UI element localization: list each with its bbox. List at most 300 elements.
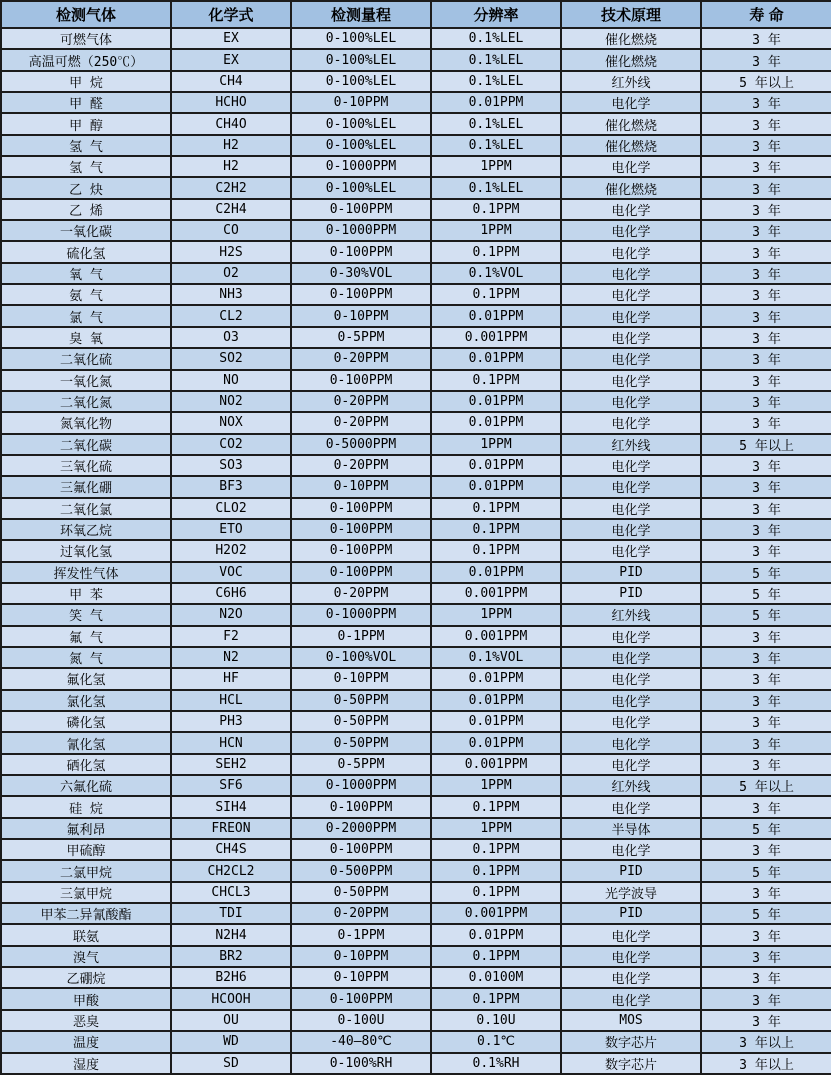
cell-technology: PID — [561, 860, 701, 881]
table-row — [1, 391, 831, 412]
column-header-detection-range: 检测量程 — [291, 1, 431, 28]
cell-resolution: 0.1PPM — [431, 241, 561, 262]
cell-gas-name: 二氧化氯 — [1, 498, 171, 519]
cell-resolution: 1PPM — [431, 434, 561, 455]
cell-gas-name: 溴气 — [1, 946, 171, 967]
cell-detection-range: 0-1000PPM — [291, 220, 431, 241]
cell-detection-range: -40—80℃ — [291, 1031, 431, 1052]
cell-gas-name: 挥发性气体 — [1, 562, 171, 583]
cell-lifespan: 3 年 — [701, 796, 831, 817]
table-row — [1, 156, 831, 177]
cell-lifespan: 3 年 — [701, 156, 831, 177]
cell-technology: 催化燃烧 — [561, 135, 701, 156]
cell-gas-name: 温度 — [1, 1031, 171, 1052]
cell-detection-range: 0-1PPM — [291, 924, 431, 945]
cell-technology: 电化学 — [561, 92, 701, 113]
cell-detection-range: 0-5000PPM — [291, 434, 431, 455]
table-header-row — [1, 1, 831, 28]
cell-resolution: 0.1PPM — [431, 796, 561, 817]
cell-lifespan: 3 年 — [701, 135, 831, 156]
cell-chemical-formula: B2H6 — [171, 967, 291, 988]
cell-detection-range: 0-100PPM — [291, 519, 431, 540]
cell-gas-name: 氢 气 — [1, 156, 171, 177]
cell-resolution: 0.01PPM — [431, 732, 561, 753]
cell-lifespan: 3 年 — [701, 370, 831, 391]
cell-chemical-formula: SIH4 — [171, 796, 291, 817]
cell-resolution: 0.1℃ — [431, 1031, 561, 1052]
cell-gas-name: 氮 气 — [1, 647, 171, 668]
cell-gas-name: 硫化氢 — [1, 241, 171, 262]
cell-technology: PID — [561, 562, 701, 583]
table-row — [1, 220, 831, 241]
cell-chemical-formula: O3 — [171, 327, 291, 348]
cell-gas-name: 过氧化氢 — [1, 540, 171, 561]
cell-technology: 电化学 — [561, 988, 701, 1009]
cell-gas-name: 臭 氧 — [1, 327, 171, 348]
cell-lifespan: 3 年 — [701, 839, 831, 860]
cell-chemical-formula: NOX — [171, 412, 291, 433]
cell-lifespan: 5 年 — [701, 818, 831, 839]
cell-detection-range: 0-100PPM — [291, 988, 431, 1009]
cell-technology: 电化学 — [561, 754, 701, 775]
table-row — [1, 135, 831, 156]
cell-technology: 电化学 — [561, 220, 701, 241]
cell-detection-range: 0-100PPM — [291, 839, 431, 860]
cell-lifespan: 5 年 — [701, 604, 831, 625]
table-row — [1, 882, 831, 903]
cell-resolution: 0.1PPM — [431, 498, 561, 519]
table-row — [1, 455, 831, 476]
cell-chemical-formula: H2 — [171, 135, 291, 156]
cell-technology: 电化学 — [561, 711, 701, 732]
cell-resolution: 0.1%LEL — [431, 113, 561, 134]
column-header-chemical-formula: 化学式 — [171, 1, 291, 28]
cell-resolution: 0.01PPM — [431, 562, 561, 583]
cell-lifespan: 5 年以上 — [701, 775, 831, 796]
cell-detection-range: 0-100PPM — [291, 199, 431, 220]
cell-detection-range: 0-1000PPM — [291, 775, 431, 796]
cell-chemical-formula: TDI — [171, 903, 291, 924]
cell-technology: 电化学 — [561, 156, 701, 177]
cell-gas-name: 乙硼烷 — [1, 967, 171, 988]
cell-gas-name: 氮氧化物 — [1, 412, 171, 433]
cell-technology: 电化学 — [561, 284, 701, 305]
cell-technology: 电化学 — [561, 241, 701, 262]
cell-detection-range: 0-50PPM — [291, 882, 431, 903]
cell-chemical-formula: HF — [171, 668, 291, 689]
cell-technology: 电化学 — [561, 540, 701, 561]
cell-resolution: 0.1PPM — [431, 988, 561, 1009]
cell-technology: PID — [561, 583, 701, 604]
cell-technology: 电化学 — [561, 476, 701, 497]
cell-lifespan: 3 年 — [701, 732, 831, 753]
cell-technology: 电化学 — [561, 348, 701, 369]
cell-technology: 数字芯片 — [561, 1031, 701, 1052]
table-row — [1, 562, 831, 583]
table-row — [1, 754, 831, 775]
cell-resolution: 0.1%VOL — [431, 647, 561, 668]
cell-resolution: 0.001PPM — [431, 327, 561, 348]
cell-chemical-formula: EX — [171, 28, 291, 49]
table-body — [1, 28, 831, 1074]
cell-gas-name: 甲 苯 — [1, 583, 171, 604]
cell-detection-range: 0-100PPM — [291, 540, 431, 561]
cell-lifespan: 5 年 — [701, 860, 831, 881]
cell-chemical-formula: FREON — [171, 818, 291, 839]
cell-technology: PID — [561, 903, 701, 924]
cell-chemical-formula: NH3 — [171, 284, 291, 305]
cell-technology: 数字芯片 — [561, 1053, 701, 1075]
cell-technology: 电化学 — [561, 455, 701, 476]
cell-chemical-formula: NO2 — [171, 391, 291, 412]
cell-resolution: 1PPM — [431, 818, 561, 839]
table-row — [1, 241, 831, 262]
table-row — [1, 626, 831, 647]
cell-resolution: 0.01PPM — [431, 690, 561, 711]
cell-chemical-formula: CO2 — [171, 434, 291, 455]
cell-resolution: 0.1PPM — [431, 946, 561, 967]
cell-gas-name: 氟 气 — [1, 626, 171, 647]
cell-chemical-formula: H2 — [171, 156, 291, 177]
cell-chemical-formula: WD — [171, 1031, 291, 1052]
cell-chemical-formula: HCOOH — [171, 988, 291, 1009]
cell-detection-range: 0-50PPM — [291, 711, 431, 732]
cell-detection-range: 0-100PPM — [291, 370, 431, 391]
cell-resolution: 0.01PPM — [431, 668, 561, 689]
cell-detection-range: 0-5PPM — [291, 754, 431, 775]
table-row — [1, 263, 831, 284]
table-row — [1, 583, 831, 604]
cell-detection-range: 0-5PPM — [291, 327, 431, 348]
cell-technology: 催化燃烧 — [561, 177, 701, 198]
cell-gas-name: 氢 气 — [1, 135, 171, 156]
cell-chemical-formula: SEH2 — [171, 754, 291, 775]
table-row — [1, 647, 831, 668]
cell-chemical-formula: C2H2 — [171, 177, 291, 198]
cell-detection-range: 0-100PPM — [291, 284, 431, 305]
cell-lifespan: 5 年 — [701, 903, 831, 924]
cell-detection-range: 0-20PPM — [291, 348, 431, 369]
table-row — [1, 604, 831, 625]
cell-lifespan: 3 年 — [701, 1010, 831, 1031]
cell-detection-range: 0-1000PPM — [291, 604, 431, 625]
cell-detection-range: 0-20PPM — [291, 391, 431, 412]
cell-resolution: 0.1PPM — [431, 882, 561, 903]
cell-chemical-formula: OU — [171, 1010, 291, 1031]
cell-technology: 电化学 — [561, 391, 701, 412]
cell-gas-name: 三氯甲烷 — [1, 882, 171, 903]
cell-resolution: 0.1%LEL — [431, 49, 561, 70]
cell-detection-range: 0-2000PPM — [291, 818, 431, 839]
cell-gas-name: 磷化氢 — [1, 711, 171, 732]
cell-technology: 电化学 — [561, 647, 701, 668]
cell-gas-name: 甲苯二异氰酸酯 — [1, 903, 171, 924]
cell-resolution: 0.1%LEL — [431, 135, 561, 156]
cell-resolution: 1PPM — [431, 775, 561, 796]
cell-gas-name: 二氧化氮 — [1, 391, 171, 412]
cell-chemical-formula: O2 — [171, 263, 291, 284]
cell-technology: 电化学 — [561, 327, 701, 348]
cell-technology: 电化学 — [561, 199, 701, 220]
cell-chemical-formula: C2H4 — [171, 199, 291, 220]
cell-gas-name: 可燃气体 — [1, 28, 171, 49]
cell-gas-name: 乙 烯 — [1, 199, 171, 220]
cell-detection-range: 0-20PPM — [291, 455, 431, 476]
table-row — [1, 818, 831, 839]
cell-resolution: 1PPM — [431, 604, 561, 625]
cell-gas-name: 二氧化硫 — [1, 348, 171, 369]
cell-gas-name: 氯 气 — [1, 305, 171, 326]
cell-lifespan: 3 年 — [701, 626, 831, 647]
cell-chemical-formula: CH4S — [171, 839, 291, 860]
cell-resolution: 0.1PPM — [431, 370, 561, 391]
cell-technology: 电化学 — [561, 498, 701, 519]
cell-chemical-formula: ETO — [171, 519, 291, 540]
table-row — [1, 711, 831, 732]
cell-detection-range: 0-1PPM — [291, 626, 431, 647]
table-row — [1, 28, 831, 49]
table-row — [1, 284, 831, 305]
table-row — [1, 476, 831, 497]
cell-resolution: 1PPM — [431, 156, 561, 177]
cell-technology: 半导体 — [561, 818, 701, 839]
cell-gas-name: 六氟化硫 — [1, 775, 171, 796]
table-row — [1, 668, 831, 689]
table-row — [1, 177, 831, 198]
cell-gas-name: 甲 烷 — [1, 71, 171, 92]
cell-chemical-formula: NO — [171, 370, 291, 391]
cell-resolution: 0.01PPM — [431, 348, 561, 369]
cell-resolution: 0.1PPM — [431, 839, 561, 860]
cell-resolution: 0.1%LEL — [431, 28, 561, 49]
cell-detection-range: 0-100U — [291, 1010, 431, 1031]
cell-chemical-formula: N2H4 — [171, 924, 291, 945]
cell-lifespan: 3 年 — [701, 220, 831, 241]
cell-technology: 电化学 — [561, 370, 701, 391]
cell-technology: 催化燃烧 — [561, 49, 701, 70]
cell-resolution: 0.01PPM — [431, 924, 561, 945]
table-row — [1, 839, 831, 860]
cell-lifespan: 3 年 — [701, 754, 831, 775]
cell-resolution: 0.1%RH — [431, 1053, 561, 1075]
cell-chemical-formula: SO2 — [171, 348, 291, 369]
table-row — [1, 305, 831, 326]
cell-lifespan: 3 年 — [701, 177, 831, 198]
table-row — [1, 988, 831, 1009]
cell-gas-name: 联氨 — [1, 924, 171, 945]
cell-gas-name: 甲 醛 — [1, 92, 171, 113]
cell-chemical-formula: C6H6 — [171, 583, 291, 604]
cell-resolution: 0.1PPM — [431, 860, 561, 881]
cell-technology: 电化学 — [561, 668, 701, 689]
cell-gas-name: 甲硫醇 — [1, 839, 171, 860]
cell-chemical-formula: SD — [171, 1053, 291, 1075]
table-row — [1, 434, 831, 455]
table-row — [1, 1031, 831, 1052]
cell-chemical-formula: SO3 — [171, 455, 291, 476]
cell-detection-range: 0-100%LEL — [291, 177, 431, 198]
cell-chemical-formula: CHCL3 — [171, 882, 291, 903]
cell-detection-range: 0-1000PPM — [291, 156, 431, 177]
table-row — [1, 498, 831, 519]
cell-gas-name: 三氟化硼 — [1, 476, 171, 497]
column-header-resolution: 分辨率 — [431, 1, 561, 28]
cell-resolution: 0.01PPM — [431, 476, 561, 497]
cell-technology: 催化燃烧 — [561, 113, 701, 134]
table-row — [1, 860, 831, 881]
cell-lifespan: 3 年 — [701, 882, 831, 903]
cell-detection-range: 0-10PPM — [291, 946, 431, 967]
cell-lifespan: 3 年 — [701, 49, 831, 70]
table-row — [1, 113, 831, 134]
cell-detection-range: 0-100%LEL — [291, 28, 431, 49]
cell-lifespan: 5 年 — [701, 583, 831, 604]
cell-lifespan: 3 年 — [701, 263, 831, 284]
cell-lifespan: 3 年 — [701, 327, 831, 348]
cell-lifespan: 3 年 — [701, 455, 831, 476]
cell-lifespan: 3 年 — [701, 946, 831, 967]
table-row — [1, 540, 831, 561]
column-header-lifespan: 寿 命 — [701, 1, 831, 28]
cell-gas-name: 氧 气 — [1, 263, 171, 284]
cell-gas-name: 笑 气 — [1, 604, 171, 625]
cell-lifespan: 3 年 — [701, 113, 831, 134]
table-row — [1, 732, 831, 753]
table-row — [1, 348, 831, 369]
cell-technology: 光学波导 — [561, 882, 701, 903]
cell-lifespan: 3 年 — [701, 668, 831, 689]
cell-chemical-formula: HCL — [171, 690, 291, 711]
cell-resolution: 0.01PPM — [431, 455, 561, 476]
cell-detection-range: 0-10PPM — [291, 305, 431, 326]
cell-gas-name: 一氧化碳 — [1, 220, 171, 241]
cell-chemical-formula: CH4 — [171, 71, 291, 92]
cell-technology: 电化学 — [561, 263, 701, 284]
cell-technology: 电化学 — [561, 946, 701, 967]
cell-lifespan: 5 年以上 — [701, 71, 831, 92]
table-row — [1, 1053, 831, 1075]
cell-lifespan: 3 年 — [701, 284, 831, 305]
cell-gas-name: 氟利昂 — [1, 818, 171, 839]
cell-resolution: 0.001PPM — [431, 583, 561, 604]
cell-resolution: 0.10U — [431, 1010, 561, 1031]
cell-gas-name: 高温可燃（250℃） — [1, 49, 171, 70]
cell-resolution: 0.01PPM — [431, 92, 561, 113]
cell-lifespan: 3 年 — [701, 540, 831, 561]
cell-detection-range: 0-100%LEL — [291, 135, 431, 156]
cell-resolution: 0.01PPM — [431, 305, 561, 326]
cell-lifespan: 3 年以上 — [701, 1053, 831, 1075]
cell-gas-name: 氯化氢 — [1, 690, 171, 711]
cell-lifespan: 3 年 — [701, 647, 831, 668]
cell-lifespan: 3 年以上 — [701, 1031, 831, 1052]
cell-lifespan: 3 年 — [701, 391, 831, 412]
cell-lifespan: 3 年 — [701, 519, 831, 540]
cell-detection-range: 0-20PPM — [291, 412, 431, 433]
cell-gas-name: 氨 气 — [1, 284, 171, 305]
table-row — [1, 71, 831, 92]
cell-lifespan: 3 年 — [701, 199, 831, 220]
cell-chemical-formula: F2 — [171, 626, 291, 647]
cell-lifespan: 3 年 — [701, 241, 831, 262]
cell-gas-name: 硅 烷 — [1, 796, 171, 817]
cell-chemical-formula: N2 — [171, 647, 291, 668]
cell-technology: 红外线 — [561, 434, 701, 455]
cell-chemical-formula: SF6 — [171, 775, 291, 796]
cell-chemical-formula: N2O — [171, 604, 291, 625]
cell-detection-range: 0-10PPM — [291, 476, 431, 497]
cell-gas-name: 甲 醇 — [1, 113, 171, 134]
cell-lifespan: 3 年 — [701, 988, 831, 1009]
cell-chemical-formula: BF3 — [171, 476, 291, 497]
cell-chemical-formula: CL2 — [171, 305, 291, 326]
cell-chemical-formula: CH4O — [171, 113, 291, 134]
cell-detection-range: 0-20PPM — [291, 583, 431, 604]
cell-resolution: 1PPM — [431, 220, 561, 241]
cell-gas-name: 三氧化硫 — [1, 455, 171, 476]
cell-detection-range: 0-100PPM — [291, 796, 431, 817]
cell-detection-range: 0-100%LEL — [291, 113, 431, 134]
cell-technology: 红外线 — [561, 71, 701, 92]
cell-technology: 催化燃烧 — [561, 28, 701, 49]
cell-detection-range: 0-10PPM — [291, 668, 431, 689]
cell-chemical-formula: HCN — [171, 732, 291, 753]
cell-resolution: 0.01PPM — [431, 412, 561, 433]
table-row — [1, 796, 831, 817]
cell-detection-range: 0-100PPM — [291, 241, 431, 262]
table-row — [1, 199, 831, 220]
cell-technology: 电化学 — [561, 924, 701, 945]
table-row — [1, 49, 831, 70]
cell-resolution: 0.01PPM — [431, 391, 561, 412]
cell-detection-range: 0-100%LEL — [291, 49, 431, 70]
cell-lifespan: 3 年 — [701, 92, 831, 113]
cell-technology: 电化学 — [561, 305, 701, 326]
cell-detection-range: 0-100PPM — [291, 562, 431, 583]
cell-technology: 电化学 — [561, 519, 701, 540]
cell-lifespan: 3 年 — [701, 711, 831, 732]
column-header-gas-name: 检测气体 — [1, 1, 171, 28]
cell-detection-range: 0-100%LEL — [291, 71, 431, 92]
table-row — [1, 92, 831, 113]
cell-gas-name: 甲酸 — [1, 988, 171, 1009]
cell-chemical-formula: CO — [171, 220, 291, 241]
cell-gas-name: 恶臭 — [1, 1010, 171, 1031]
cell-gas-name: 氟化氢 — [1, 668, 171, 689]
table-row — [1, 327, 831, 348]
cell-chemical-formula: CLO2 — [171, 498, 291, 519]
cell-resolution: 0.1%LEL — [431, 177, 561, 198]
cell-resolution: 0.001PPM — [431, 626, 561, 647]
cell-lifespan: 3 年 — [701, 967, 831, 988]
cell-resolution: 0.1PPM — [431, 519, 561, 540]
cell-lifespan: 3 年 — [701, 348, 831, 369]
cell-chemical-formula: PH3 — [171, 711, 291, 732]
cell-resolution: 0.1PPM — [431, 199, 561, 220]
cell-lifespan: 5 年以上 — [701, 434, 831, 455]
table-row — [1, 903, 831, 924]
cell-chemical-formula: EX — [171, 49, 291, 70]
cell-resolution: 0.001PPM — [431, 903, 561, 924]
table-row — [1, 690, 831, 711]
cell-technology: MOS — [561, 1010, 701, 1031]
cell-detection-range: 0-100PPM — [291, 498, 431, 519]
cell-gas-name: 环氧乙烷 — [1, 519, 171, 540]
cell-chemical-formula: CH2CL2 — [171, 860, 291, 881]
cell-technology: 红外线 — [561, 604, 701, 625]
cell-resolution: 0.1PPM — [431, 540, 561, 561]
cell-technology: 电化学 — [561, 412, 701, 433]
